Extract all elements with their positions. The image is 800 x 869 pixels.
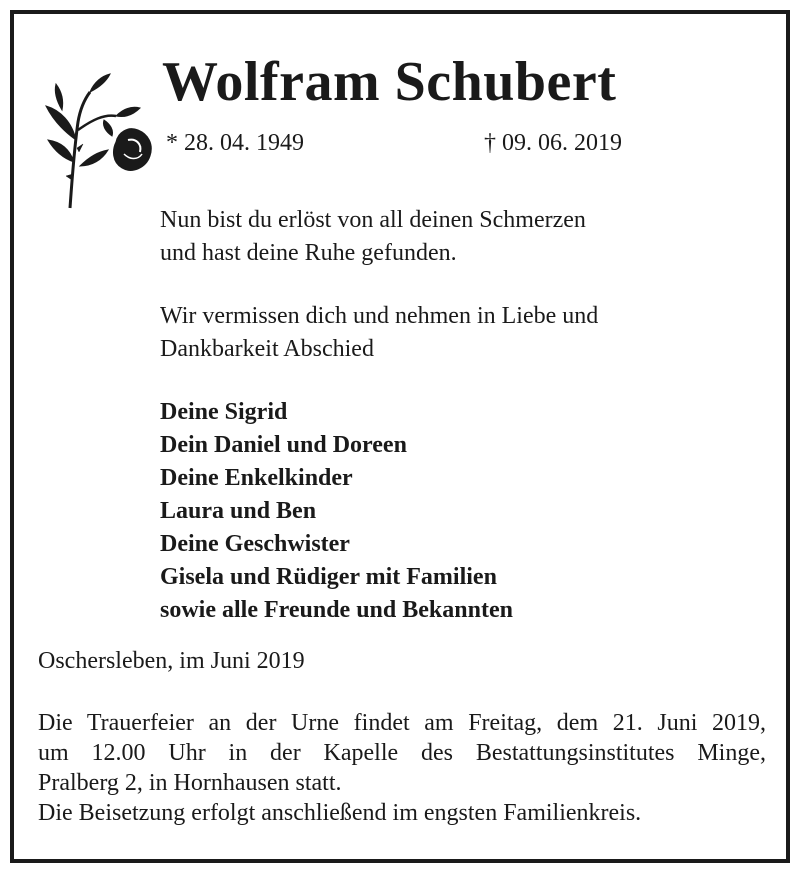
- death-date: † 09. 06. 2019: [484, 130, 622, 156]
- mourner-line: Deine Geschwister: [160, 531, 350, 557]
- farewell-text: [160, 300, 598, 366]
- deceased-name: Wolfram Schubert: [162, 51, 617, 113]
- mourners-list: [160, 396, 513, 627]
- poem-line: Nun bist du erlöst von all deinen Schmerzen: [160, 207, 586, 233]
- obituary-frame: [10, 10, 790, 863]
- mourner-line: Dein Daniel und Doreen: [160, 432, 407, 458]
- mourner-line: Deine Enkelkinder: [160, 465, 353, 491]
- mourner-line: sowie alle Freunde und Bekannten: [160, 597, 513, 623]
- place-date: Oschersleben, im Juni 2019: [38, 648, 305, 674]
- birth-date: * 28. 04. 1949: [166, 130, 304, 156]
- poem-line: und hast deine Ruhe gefunden.: [160, 240, 457, 266]
- mourner-line: Gisela und Rüdiger mit Familien: [160, 564, 497, 590]
- mourner-line: Deine Sigrid: [160, 399, 288, 425]
- funeral-line: Pralberg 2, in Hornhausen statt.: [38, 770, 342, 796]
- farewell-line: Dankbarkeit Abschied: [160, 336, 374, 362]
- farewell-line: Wir vermissen dich und nehmen in Liebe und: [160, 303, 599, 329]
- funeral-line: Die Beisetzung erfolgt anschließend im engsten Familienkreis.: [38, 800, 642, 826]
- rose-icon: [32, 70, 160, 210]
- poem: [160, 204, 586, 270]
- funeral-info: [38, 708, 766, 828]
- mourner-line: Laura und Ben: [160, 498, 317, 524]
- funeral-line: um 12.00 Uhr in der Kapelle des Bestattungsinstitutes Minge,: [38, 740, 766, 766]
- funeral-line: Die Trauerfeier an der Urne findet am Freitag, dem 21. Juni 2019,: [38, 710, 766, 736]
